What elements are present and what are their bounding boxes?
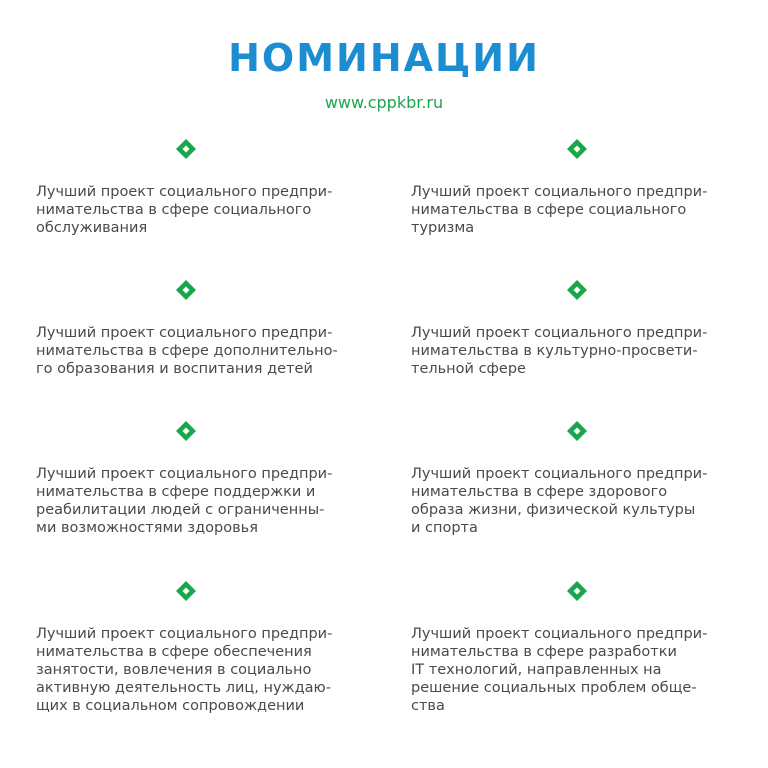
nomination-text: Лучший проект социального предпри- нимательства в сфере обеспечения занятости, вовлечения в социально активную деятельность лиц, нуждаю- щих в социальном сопровождении <box>36 626 333 714</box>
green-diamond-icon <box>175 138 197 160</box>
website-link[interactable]: www.cppkbr.ru <box>324 93 444 112</box>
nomination-text: Лучший проект социального предпри- нимательства в сфере социального обслуживания <box>36 184 333 236</box>
green-diamond-icon <box>175 279 197 301</box>
nomination-text: Лучший проект социального предпри- нимательства в сфере разработки IT технологий, направленных на решение социальных проблем обще- ства <box>411 626 708 714</box>
nomination-text: Лучший проект социального предпри- нимательства в сфере социального туризма <box>411 184 708 236</box>
page-title: НОМИНАЦИИ <box>228 36 540 80</box>
nomination-text: Лучший проект социального предпри- нимательства в сфере дополнительно- го образования и воспитания детей <box>36 325 338 377</box>
green-diamond-icon <box>566 580 588 602</box>
green-diamond-icon <box>566 420 588 442</box>
green-diamond-icon <box>175 420 197 442</box>
green-diamond-icon <box>566 279 588 301</box>
nomination-text: Лучший проект социального предпри- нимательства в культурно-просвети- тельной сфере <box>411 325 708 377</box>
nomination-text: Лучший проект социального предпри- нимательства в сфере здорового образа жизни, физической культуры и спорта <box>411 466 708 536</box>
green-diamond-icon <box>175 580 197 602</box>
nomination-text: Лучший проект социального предпри- нимательства в сфере поддержки и реабилитации людей с ограниченны- ми возможностями здоровья <box>36 466 333 536</box>
green-diamond-icon <box>566 138 588 160</box>
